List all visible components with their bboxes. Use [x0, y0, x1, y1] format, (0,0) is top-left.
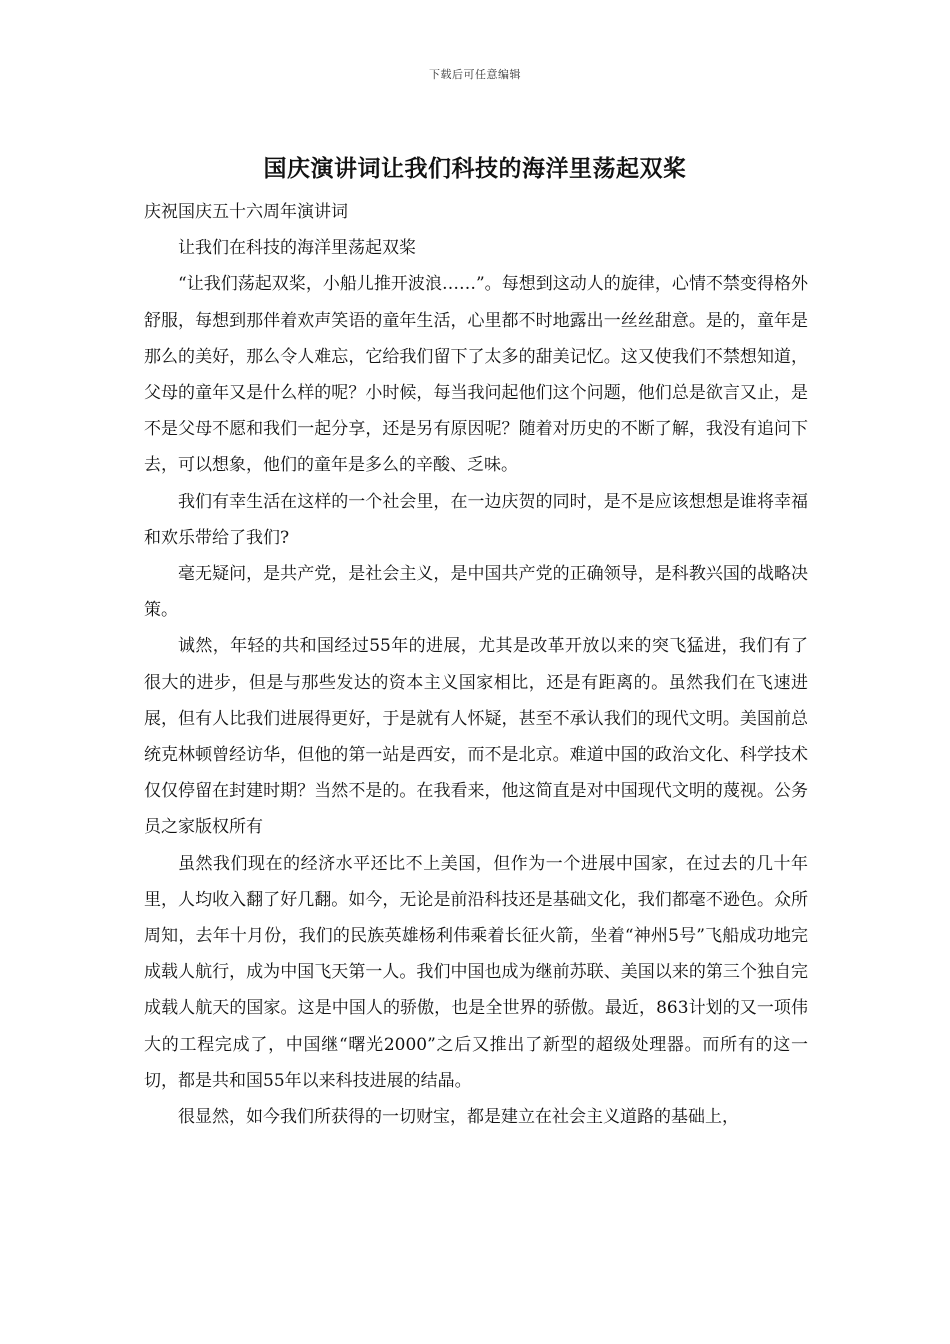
paragraph: 毫无疑问，是共产党，是社会主义，是中国共产党的正确领导，是科教兴国的战略决策。: [144, 564, 808, 621]
document-subtitle: 庆祝国庆五十六周年演讲词: [144, 202, 348, 222]
paragraph: 诚然，年轻的共和国经过55年的进展，尤其是改革开放以来的突飞猛进，我们有了很大的进步，但是与那些发达的资本主义国家相比，还是有距离的。虽然我们在飞速进展，但有人比我们进展得更好，于是就有人怀疑，甚至不承认我们的现代文明。美国前总统克林顿曾经访华，但他的第一站是西安，而不是北京。难道中国的政治文化、科学技术仅仅停留在封建时期？当然不是的。在我看来，他这简直是对中国现代文明的蔑视。公务员之家版权所有: [144, 636, 808, 838]
document-title: 国庆演讲词让我们科技的海洋里荡起双桨: [263, 155, 687, 182]
paragraph: 虽然我们现在的经济水平还比不上美国，但作为一个进展中国家，在过去的几十年里，人均收入翻了好几翻。如今，无论是前沿科技还是基础文化，我们都毫不逊色。众所周知，去年十月份，我们的民族英雄杨利伟乘着长征火箭，坐着“神州5号”飞船成功地完成载人航行，成为中国飞天第一人。我们中国也成为继前苏联、美国以来的第三个独自完成载人航天的国家。这是中国人的骄傲，也是全世界的骄傲。最近，863计划的又一项伟大的工程完成了，中国继“曙光2000”之后又推出了新型的超级处理器。而所有的这一切，都是共和国55年以来科技进展的结晶。: [144, 853, 808, 1091]
paragraph: 很显然，如今我们所获得的一切财宝，都是建立在社会主义道路的基础上，: [178, 1107, 739, 1128]
document-body: [144, 194, 808, 1135]
paragraph: “让我们荡起双桨，小船儿推开波浪……”。每想到这动人的旋律，心情不禁变得格外舒服，每想到那伴着欢声笑语的童年生活，心里都不时地露出一丝丝甜意。是的，童年是那么的美好，那么令人难忘，它给我们留下了太多的甜美记忆。这又使我们不禁想知道，父母的童年又是什么样的呢？小时候，每当我问起他们这个问题，他们总是欲言又止，是不是父母不愿和我们一起分享，还是另有原因呢？随着对历史的不断了解，我没有追问下去，可以想象，他们的童年是多么的辛酸、乏味。: [144, 274, 808, 476]
paragraph: 让我们在科技的海洋里荡起双桨: [178, 238, 416, 259]
header-note: 下载后可任意编辑: [429, 68, 521, 81]
paragraph: 我们有幸生活在这样的一个社会里，在一边庆贺的同时，是不是应该想想是谁将幸福和欢乐带给了我们?: [144, 491, 808, 548]
